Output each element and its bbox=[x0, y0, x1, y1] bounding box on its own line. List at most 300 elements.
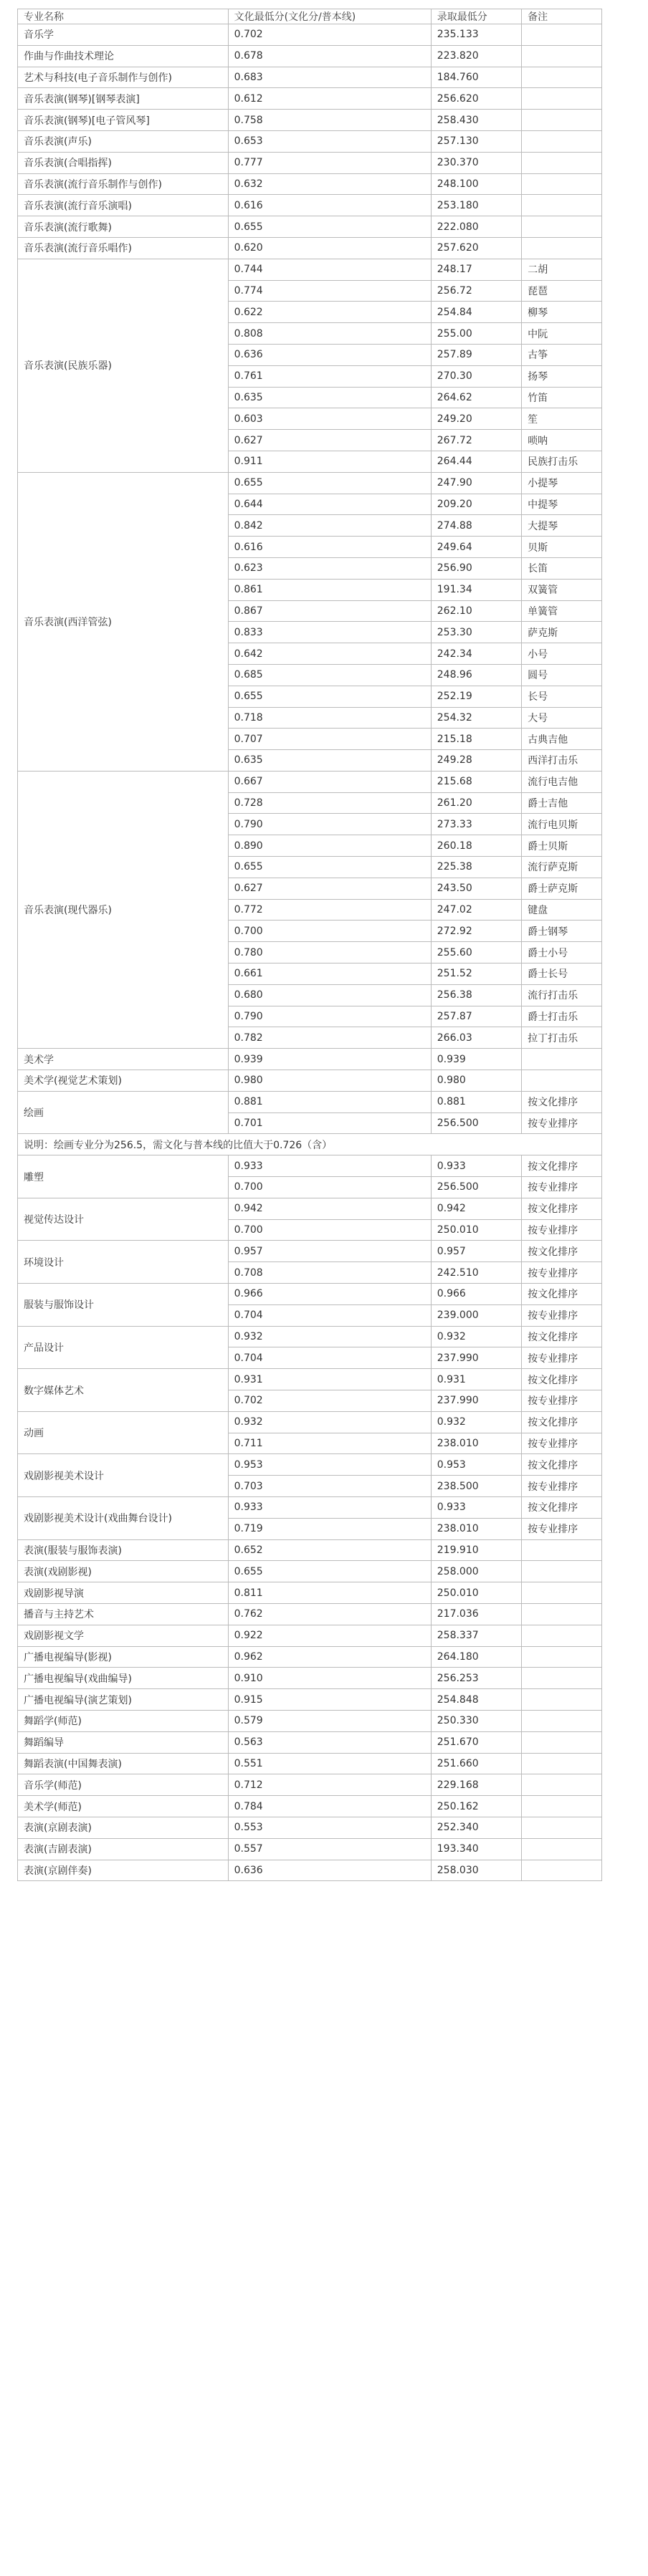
remark-cell: 按专业排序 bbox=[522, 1177, 602, 1198]
remark-cell: 按文化排序 bbox=[522, 1411, 602, 1433]
admission-score-cell: 256.72 bbox=[431, 280, 521, 302]
admission-score-cell: 222.080 bbox=[431, 216, 521, 238]
table-row bbox=[18, 45, 602, 67]
major-name-cell: 音乐表演(流行音乐制作与创作) bbox=[18, 173, 229, 195]
culture-score-cell: 0.563 bbox=[228, 1731, 431, 1753]
admission-score-cell: 251.52 bbox=[431, 963, 521, 985]
table-row bbox=[18, 1796, 602, 1817]
remark-cell: 按专业排序 bbox=[522, 1219, 602, 1241]
table-row bbox=[18, 152, 602, 173]
major-name-cell: 作曲与作曲技术理论 bbox=[18, 45, 229, 67]
admission-score-cell: 238.010 bbox=[431, 1518, 521, 1539]
remark-cell bbox=[522, 237, 602, 259]
remark-cell: 爵士贝斯 bbox=[522, 835, 602, 857]
major-name-cell: 戏剧影视美术设计(戏曲舞台设计) bbox=[18, 1496, 229, 1539]
culture-score-cell: 0.931 bbox=[228, 1369, 431, 1390]
culture-score-cell: 0.642 bbox=[228, 643, 431, 665]
remark-cell bbox=[522, 1561, 602, 1582]
major-name-cell: 戏剧影视美术设计 bbox=[18, 1454, 229, 1497]
remark-cell: 小号 bbox=[522, 643, 602, 665]
culture-score-cell: 0.719 bbox=[228, 1518, 431, 1539]
admission-score-table bbox=[17, 9, 602, 1881]
remark-cell: 按文化排序 bbox=[522, 1284, 602, 1305]
table-row bbox=[18, 1091, 602, 1112]
major-name-cell: 音乐表演(钢琴)[电子管风琴] bbox=[18, 110, 229, 131]
remark-cell: 古筝 bbox=[522, 344, 602, 365]
remark-cell: 萨克斯 bbox=[522, 622, 602, 643]
culture-score-cell: 0.761 bbox=[228, 365, 431, 387]
admission-score-cell: 258.430 bbox=[431, 110, 521, 131]
admission-score-cell: 223.820 bbox=[431, 45, 521, 67]
remark-cell bbox=[522, 1838, 602, 1860]
culture-score-cell: 0.655 bbox=[228, 216, 431, 238]
culture-score-cell: 0.579 bbox=[228, 1710, 431, 1731]
table-body bbox=[18, 9, 602, 1881]
remark-cell: 爵士小号 bbox=[522, 942, 602, 963]
culture-score-cell: 0.774 bbox=[228, 280, 431, 302]
admission-score-cell: 266.03 bbox=[431, 1027, 521, 1049]
table-row bbox=[18, 1198, 602, 1219]
table-row bbox=[18, 1284, 602, 1305]
remark-cell bbox=[522, 130, 602, 152]
culture-score-cell: 0.701 bbox=[228, 1112, 431, 1134]
culture-score-cell: 0.708 bbox=[228, 1262, 431, 1284]
admission-score-cell: 247.02 bbox=[431, 899, 521, 921]
admission-score-cell: 256.500 bbox=[431, 1177, 521, 1198]
remark-cell bbox=[522, 1603, 602, 1625]
culture-score-cell: 0.772 bbox=[228, 899, 431, 921]
culture-score-cell: 0.655 bbox=[228, 1561, 431, 1582]
major-name-cell: 表演(京剧伴奏) bbox=[18, 1860, 229, 1881]
culture-score-cell: 0.685 bbox=[228, 664, 431, 686]
remark-cell: 按专业排序 bbox=[522, 1390, 602, 1412]
major-name-cell: 音乐表演(钢琴)[钢琴表演] bbox=[18, 88, 229, 110]
remark-cell bbox=[522, 1539, 602, 1561]
culture-score-cell: 0.932 bbox=[228, 1326, 431, 1347]
culture-score-cell: 0.652 bbox=[228, 1539, 431, 1561]
culture-score-cell: 0.700 bbox=[228, 1219, 431, 1241]
admission-score-cell: 0.933 bbox=[431, 1496, 521, 1518]
remark-cell bbox=[522, 1049, 602, 1070]
major-name-cell: 视觉传达设计 bbox=[18, 1198, 229, 1241]
admission-score-cell: 239.000 bbox=[431, 1304, 521, 1326]
culture-score-cell: 0.744 bbox=[228, 259, 431, 280]
major-name-cell: 音乐表演(西洋管弦) bbox=[18, 472, 229, 771]
remark-cell: 笙 bbox=[522, 408, 602, 430]
remark-cell: 西洋打击乐 bbox=[522, 750, 602, 772]
admission-score-cell: 0.881 bbox=[431, 1091, 521, 1112]
major-name-cell: 舞蹈编导 bbox=[18, 1731, 229, 1753]
culture-score-cell: 0.551 bbox=[228, 1753, 431, 1774]
table-row bbox=[18, 1539, 602, 1561]
remark-cell: 贝斯 bbox=[522, 537, 602, 558]
culture-score-cell: 0.603 bbox=[228, 408, 431, 430]
admission-score-cell: 252.19 bbox=[431, 686, 521, 707]
table-row bbox=[18, 1496, 602, 1518]
remark-cell bbox=[522, 24, 602, 46]
table-row bbox=[18, 1817, 602, 1838]
admission-score-cell: 0.933 bbox=[431, 1155, 521, 1177]
header-major-name: 专业名称 bbox=[18, 9, 229, 24]
admission-score-cell: 252.340 bbox=[431, 1817, 521, 1838]
table-row bbox=[18, 1710, 602, 1731]
admission-score-cell: 250.010 bbox=[431, 1219, 521, 1241]
culture-score-cell: 0.700 bbox=[228, 921, 431, 942]
table-row bbox=[18, 1753, 602, 1774]
major-name-cell: 音乐表演(流行音乐唱作) bbox=[18, 237, 229, 259]
admission-score-cell: 261.20 bbox=[431, 792, 521, 814]
remark-cell: 双簧管 bbox=[522, 579, 602, 600]
admission-score-cell: 209.20 bbox=[431, 494, 521, 515]
remark-cell: 流行电吉他 bbox=[522, 771, 602, 792]
remark-cell: 唢呐 bbox=[522, 430, 602, 451]
table-row bbox=[18, 259, 602, 280]
table-row bbox=[18, 1838, 602, 1860]
culture-score-cell: 0.623 bbox=[228, 557, 431, 579]
table-row bbox=[18, 237, 602, 259]
remark-cell: 按专业排序 bbox=[522, 1304, 602, 1326]
header-admission-min: 录取最低分 bbox=[431, 9, 521, 24]
admission-score-cell: 229.168 bbox=[431, 1774, 521, 1796]
admission-score-cell: 258.337 bbox=[431, 1625, 521, 1646]
culture-score-cell: 0.833 bbox=[228, 622, 431, 643]
table-row bbox=[18, 1603, 602, 1625]
admission-score-cell: 193.340 bbox=[431, 1838, 521, 1860]
admission-score-cell: 184.760 bbox=[431, 67, 521, 88]
admission-score-cell: 257.89 bbox=[431, 344, 521, 365]
culture-score-cell: 0.842 bbox=[228, 515, 431, 537]
major-name-cell: 音乐表演(民族乐器) bbox=[18, 259, 229, 472]
remark-cell bbox=[522, 1796, 602, 1817]
culture-score-cell: 0.712 bbox=[228, 1774, 431, 1796]
table-row bbox=[18, 1582, 602, 1604]
culture-score-cell: 0.702 bbox=[228, 1390, 431, 1412]
culture-score-cell: 0.616 bbox=[228, 537, 431, 558]
table-row bbox=[18, 1454, 602, 1476]
admission-score-cell: 0.957 bbox=[431, 1241, 521, 1262]
admission-score-cell: 262.10 bbox=[431, 600, 521, 622]
admission-score-cell: 264.180 bbox=[431, 1646, 521, 1668]
admission-score-cell: 0.953 bbox=[431, 1454, 521, 1476]
header-culture-min: 文化最低分(文化分/普本线) bbox=[228, 9, 431, 24]
remark-cell: 中提琴 bbox=[522, 494, 602, 515]
admission-score-cell: 225.38 bbox=[431, 857, 521, 878]
major-name-cell: 美术学(师范) bbox=[18, 1796, 229, 1817]
admission-score-cell: 243.50 bbox=[431, 878, 521, 899]
major-name-cell: 表演(吉剧表演) bbox=[18, 1838, 229, 1860]
table-row bbox=[18, 88, 602, 110]
admission-score-cell: 248.96 bbox=[431, 664, 521, 686]
culture-score-cell: 0.881 bbox=[228, 1091, 431, 1112]
culture-score-cell: 0.655 bbox=[228, 472, 431, 494]
table-row bbox=[18, 1860, 602, 1881]
table-row bbox=[18, 1625, 602, 1646]
remark-cell: 爵士打击乐 bbox=[522, 1006, 602, 1027]
table-row bbox=[18, 1561, 602, 1582]
culture-score-cell: 0.683 bbox=[228, 67, 431, 88]
remark-cell: 大号 bbox=[522, 707, 602, 729]
remark-cell: 按专业排序 bbox=[522, 1262, 602, 1284]
culture-score-cell: 0.636 bbox=[228, 1860, 431, 1881]
admission-score-cell: 267.72 bbox=[431, 430, 521, 451]
admission-score-cell: 264.44 bbox=[431, 451, 521, 472]
remark-cell: 民族打击乐 bbox=[522, 451, 602, 472]
remark-cell bbox=[522, 67, 602, 88]
remark-cell bbox=[522, 152, 602, 173]
admission-score-cell: 256.38 bbox=[431, 984, 521, 1006]
remark-cell: 单簧管 bbox=[522, 600, 602, 622]
remark-cell bbox=[522, 110, 602, 131]
culture-score-cell: 0.703 bbox=[228, 1476, 431, 1497]
admission-score-cell: 250.330 bbox=[431, 1710, 521, 1731]
culture-score-cell: 0.911 bbox=[228, 451, 431, 472]
remark-cell: 按文化排序 bbox=[522, 1326, 602, 1347]
admission-score-cell: 215.18 bbox=[431, 729, 521, 750]
table-row bbox=[18, 1049, 602, 1070]
culture-score-cell: 0.707 bbox=[228, 729, 431, 750]
remark-cell: 琵琶 bbox=[522, 280, 602, 302]
culture-score-cell: 0.702 bbox=[228, 24, 431, 46]
admission-score-cell: 253.180 bbox=[431, 195, 521, 216]
remark-cell: 扬琴 bbox=[522, 365, 602, 387]
remark-cell bbox=[522, 195, 602, 216]
remark-cell: 小提琴 bbox=[522, 472, 602, 494]
culture-score-cell: 0.953 bbox=[228, 1454, 431, 1476]
major-name-cell: 戏剧影视导演 bbox=[18, 1582, 229, 1604]
major-name-cell: 表演(戏剧影视) bbox=[18, 1561, 229, 1582]
remark-cell: 按文化排序 bbox=[522, 1369, 602, 1390]
remark-cell: 爵士吉他 bbox=[522, 792, 602, 814]
admission-score-cell: 260.18 bbox=[431, 835, 521, 857]
culture-score-cell: 0.704 bbox=[228, 1304, 431, 1326]
admission-score-cell: 255.60 bbox=[431, 942, 521, 963]
major-name-cell: 音乐表演(声乐) bbox=[18, 130, 229, 152]
major-name-cell: 音乐学 bbox=[18, 24, 229, 46]
admission-score-cell: 257.130 bbox=[431, 130, 521, 152]
culture-score-cell: 0.635 bbox=[228, 750, 431, 772]
table-row bbox=[18, 1411, 602, 1433]
culture-score-cell: 0.890 bbox=[228, 835, 431, 857]
major-name-cell: 音乐学(师范) bbox=[18, 1774, 229, 1796]
remark-cell: 中阮 bbox=[522, 323, 602, 345]
remark-cell bbox=[522, 1774, 602, 1796]
table-row bbox=[18, 110, 602, 131]
culture-score-cell: 0.661 bbox=[228, 963, 431, 985]
major-name-cell: 美术学 bbox=[18, 1049, 229, 1070]
major-name-cell: 戏剧影视文学 bbox=[18, 1625, 229, 1646]
major-name-cell: 广播电视编导(戏曲编导) bbox=[18, 1668, 229, 1689]
note-text: 说明：绘画专业分为256.5，需文化与普本线的比值大于0.726（含） bbox=[18, 1134, 602, 1155]
culture-score-cell: 0.762 bbox=[228, 1603, 431, 1625]
admission-score-cell: 251.670 bbox=[431, 1731, 521, 1753]
remark-cell: 圆号 bbox=[522, 664, 602, 686]
admission-score-cell: 272.92 bbox=[431, 921, 521, 942]
remark-cell: 流行打击乐 bbox=[522, 984, 602, 1006]
culture-score-cell: 0.612 bbox=[228, 88, 431, 110]
admission-score-cell: 256.253 bbox=[431, 1668, 521, 1689]
admission-score-cell: 219.910 bbox=[431, 1539, 521, 1561]
table-row bbox=[18, 771, 602, 792]
admission-score-cell: 251.660 bbox=[431, 1753, 521, 1774]
admission-score-cell: 257.87 bbox=[431, 1006, 521, 1027]
culture-score-cell: 0.861 bbox=[228, 579, 431, 600]
note-row bbox=[18, 1134, 602, 1155]
admission-score-cell: 238.010 bbox=[431, 1433, 521, 1454]
admission-score-cell: 248.17 bbox=[431, 259, 521, 280]
table-row bbox=[18, 195, 602, 216]
table-row bbox=[18, 1646, 602, 1668]
admission-score-cell: 249.64 bbox=[431, 537, 521, 558]
culture-score-cell: 0.811 bbox=[228, 1582, 431, 1604]
major-name-cell: 雕塑 bbox=[18, 1155, 229, 1198]
table-row bbox=[18, 1155, 602, 1177]
culture-score-cell: 0.942 bbox=[228, 1198, 431, 1219]
remark-cell: 按专业排序 bbox=[522, 1112, 602, 1134]
culture-score-cell: 0.966 bbox=[228, 1284, 431, 1305]
remark-cell bbox=[522, 1625, 602, 1646]
table-row bbox=[18, 1070, 602, 1092]
major-name-cell: 音乐表演(流行歌舞) bbox=[18, 216, 229, 238]
major-name-cell: 动画 bbox=[18, 1411, 229, 1454]
culture-score-cell: 0.780 bbox=[228, 942, 431, 963]
admission-score-cell: 0.980 bbox=[431, 1070, 521, 1092]
culture-score-cell: 0.910 bbox=[228, 1668, 431, 1689]
admission-score-cell: 258.030 bbox=[431, 1860, 521, 1881]
admission-score-cell: 254.848 bbox=[431, 1689, 521, 1711]
admission-score-cell: 247.90 bbox=[431, 472, 521, 494]
admission-score-cell: 0.966 bbox=[431, 1284, 521, 1305]
admission-score-cell: 255.00 bbox=[431, 323, 521, 345]
admission-score-cell: 0.931 bbox=[431, 1369, 521, 1390]
admission-score-cell: 0.942 bbox=[431, 1198, 521, 1219]
major-name-cell: 舞蹈学(师范) bbox=[18, 1710, 229, 1731]
remark-cell: 流行萨克斯 bbox=[522, 857, 602, 878]
culture-score-cell: 0.980 bbox=[228, 1070, 431, 1092]
culture-score-cell: 0.915 bbox=[228, 1689, 431, 1711]
major-name-cell: 环境设计 bbox=[18, 1241, 229, 1284]
remark-cell: 按文化排序 bbox=[522, 1155, 602, 1177]
remark-cell bbox=[522, 1646, 602, 1668]
table-row bbox=[18, 1369, 602, 1390]
admission-score-cell: 237.990 bbox=[431, 1390, 521, 1412]
culture-score-cell: 0.711 bbox=[228, 1433, 431, 1454]
major-name-cell: 音乐表演(现代器乐) bbox=[18, 771, 229, 1048]
admission-score-cell: 254.32 bbox=[431, 707, 521, 729]
major-name-cell: 舞蹈表演(中国舞表演) bbox=[18, 1753, 229, 1774]
major-name-cell: 数字媒体艺术 bbox=[18, 1369, 229, 1412]
remark-cell bbox=[522, 1817, 602, 1838]
admission-score-cell: 0.939 bbox=[431, 1049, 521, 1070]
remark-cell: 按文化排序 bbox=[522, 1091, 602, 1112]
remark-cell: 二胡 bbox=[522, 259, 602, 280]
admission-score-cell: 256.620 bbox=[431, 88, 521, 110]
culture-score-cell: 0.627 bbox=[228, 878, 431, 899]
remark-cell: 长笛 bbox=[522, 557, 602, 579]
remark-cell: 柳琴 bbox=[522, 302, 602, 323]
remark-cell: 拉丁打击乐 bbox=[522, 1027, 602, 1049]
culture-score-cell: 0.632 bbox=[228, 173, 431, 195]
admission-score-cell: 237.990 bbox=[431, 1347, 521, 1369]
remark-cell: 竹笛 bbox=[522, 387, 602, 408]
culture-score-cell: 0.867 bbox=[228, 600, 431, 622]
remark-cell bbox=[522, 1070, 602, 1092]
culture-score-cell: 0.704 bbox=[228, 1347, 431, 1369]
culture-score-cell: 0.957 bbox=[228, 1241, 431, 1262]
culture-score-cell: 0.784 bbox=[228, 1796, 431, 1817]
admission-score-table-container bbox=[17, 9, 602, 1881]
table-row bbox=[18, 1241, 602, 1262]
admission-score-cell: 235.133 bbox=[431, 24, 521, 46]
table-row bbox=[18, 216, 602, 238]
admission-score-cell: 250.162 bbox=[431, 1796, 521, 1817]
remark-cell bbox=[522, 1753, 602, 1774]
major-name-cell: 表演(京剧表演) bbox=[18, 1817, 229, 1838]
culture-score-cell: 0.653 bbox=[228, 130, 431, 152]
culture-score-cell: 0.627 bbox=[228, 430, 431, 451]
major-name-cell: 美术学(视觉艺术策划) bbox=[18, 1070, 229, 1092]
major-name-cell: 音乐表演(流行音乐演唱) bbox=[18, 195, 229, 216]
remark-cell: 按文化排序 bbox=[522, 1241, 602, 1262]
culture-score-cell: 0.680 bbox=[228, 984, 431, 1006]
admission-score-cell: 230.370 bbox=[431, 152, 521, 173]
admission-score-cell: 242.510 bbox=[431, 1262, 521, 1284]
culture-score-cell: 0.777 bbox=[228, 152, 431, 173]
table-row bbox=[18, 472, 602, 494]
table-row bbox=[18, 1731, 602, 1753]
admission-score-cell: 254.84 bbox=[431, 302, 521, 323]
culture-score-cell: 0.933 bbox=[228, 1155, 431, 1177]
remark-cell: 古典吉他 bbox=[522, 729, 602, 750]
admission-score-cell: 274.88 bbox=[431, 515, 521, 537]
table-row bbox=[18, 130, 602, 152]
major-name-cell: 艺术与科技(电子音乐制作与创作) bbox=[18, 67, 229, 88]
remark-cell: 大提琴 bbox=[522, 515, 602, 537]
remark-cell: 爵士钢琴 bbox=[522, 921, 602, 942]
culture-score-cell: 0.922 bbox=[228, 1625, 431, 1646]
table-row bbox=[18, 1689, 602, 1711]
culture-score-cell: 0.790 bbox=[228, 814, 431, 835]
table-row bbox=[18, 1774, 602, 1796]
admission-score-cell: 0.932 bbox=[431, 1326, 521, 1347]
culture-score-cell: 0.636 bbox=[228, 344, 431, 365]
remark-cell bbox=[522, 1668, 602, 1689]
culture-score-cell: 0.553 bbox=[228, 1817, 431, 1838]
table-row bbox=[18, 24, 602, 46]
remark-cell: 按专业排序 bbox=[522, 1518, 602, 1539]
table-row bbox=[18, 1668, 602, 1689]
remark-cell bbox=[522, 1582, 602, 1604]
culture-score-cell: 0.700 bbox=[228, 1177, 431, 1198]
culture-score-cell: 0.644 bbox=[228, 494, 431, 515]
major-name-cell: 绘画 bbox=[18, 1091, 229, 1134]
admission-score-cell: 249.20 bbox=[431, 408, 521, 430]
culture-score-cell: 0.635 bbox=[228, 387, 431, 408]
culture-score-cell: 0.620 bbox=[228, 237, 431, 259]
culture-score-cell: 0.616 bbox=[228, 195, 431, 216]
admission-score-cell: 250.010 bbox=[431, 1582, 521, 1604]
remark-cell bbox=[522, 88, 602, 110]
major-name-cell: 音乐表演(合唱指挥) bbox=[18, 152, 229, 173]
major-name-cell: 产品设计 bbox=[18, 1326, 229, 1369]
culture-score-cell: 0.790 bbox=[228, 1006, 431, 1027]
remark-cell bbox=[522, 173, 602, 195]
admission-score-cell: 257.620 bbox=[431, 237, 521, 259]
culture-score-cell: 0.932 bbox=[228, 1411, 431, 1433]
remark-cell bbox=[522, 1689, 602, 1711]
admission-score-cell: 238.500 bbox=[431, 1476, 521, 1497]
major-name-cell: 广播电视编导(影视) bbox=[18, 1646, 229, 1668]
major-name-cell: 服装与服饰设计 bbox=[18, 1284, 229, 1327]
